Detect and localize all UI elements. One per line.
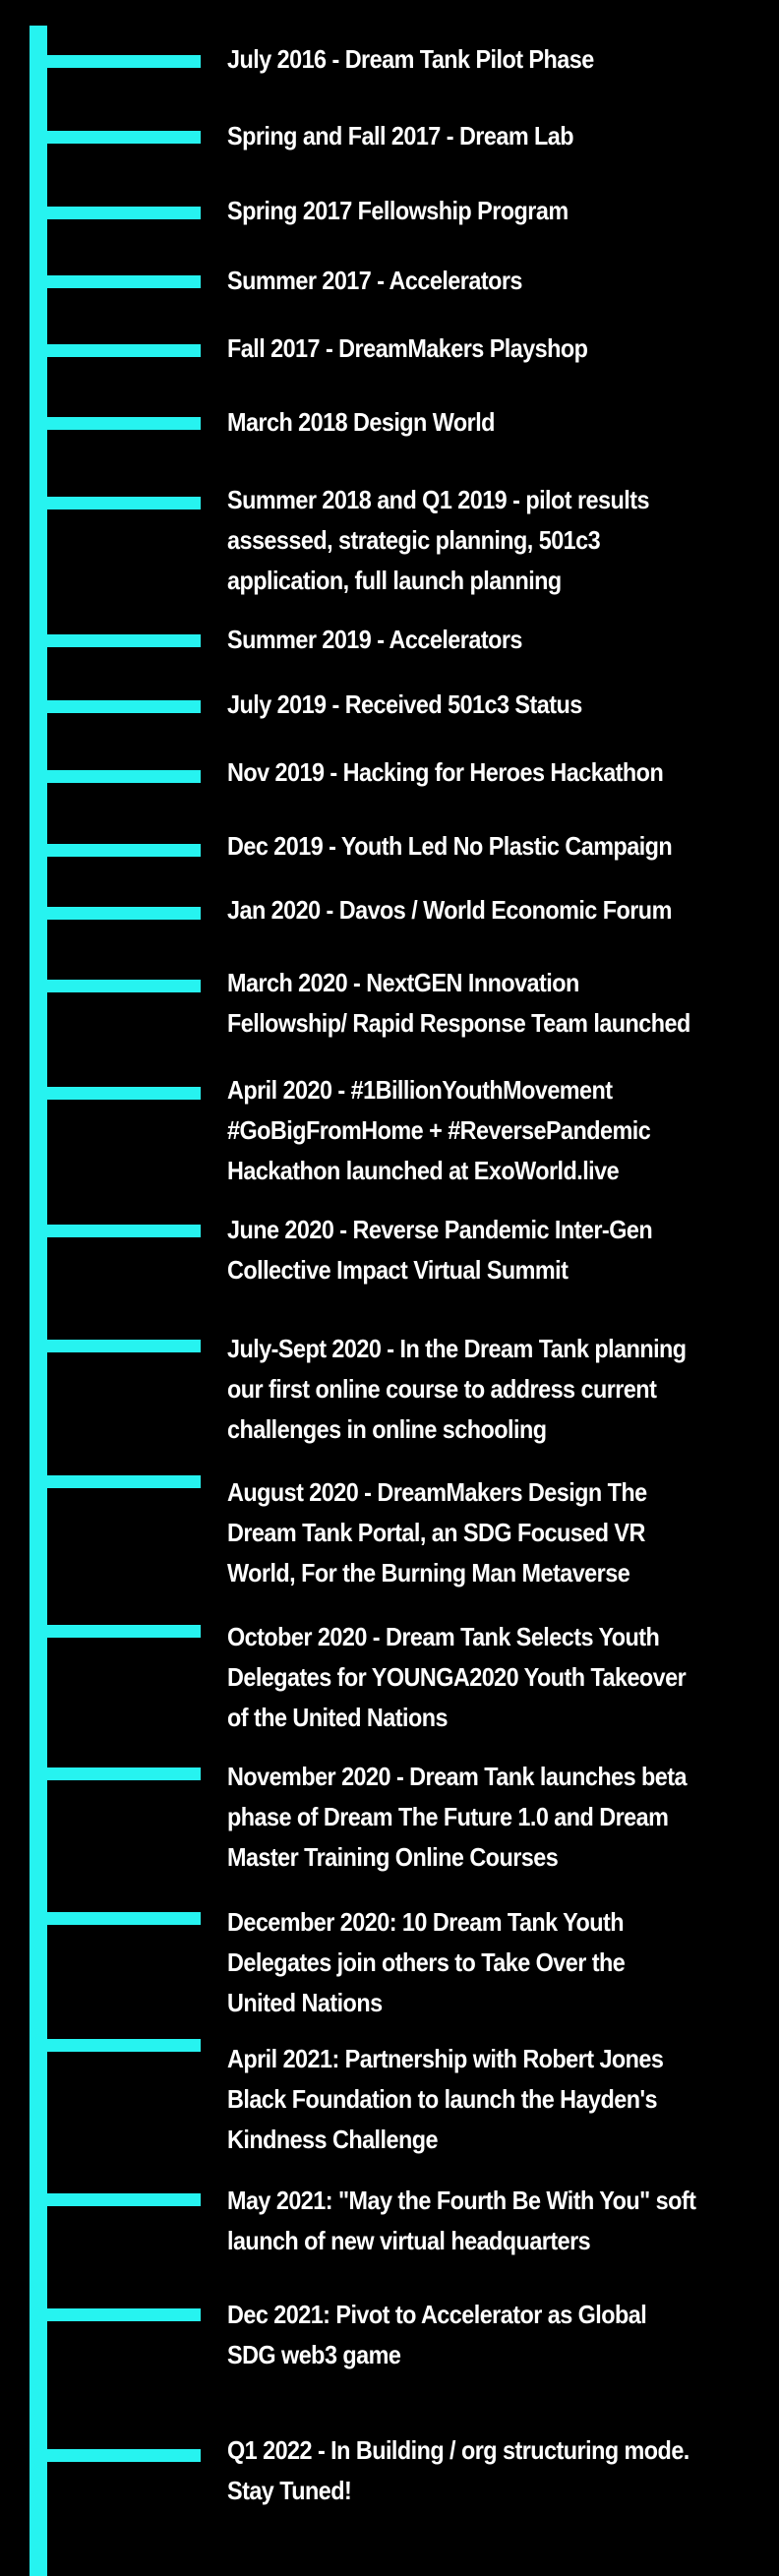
timeline-event: December 2020: 10 Dream Tank Youth Delegates join others to Take Over the United Nations [227,1907,626,2017]
timeline-event: Fall 2017 - DreamMakers Playshop [227,333,588,363]
timeline-event: July 2016 - Dream Tank Pilot Phase [227,44,594,74]
timeline-event: Dec 2019 - Youth Led No Plastic Campaign [227,831,673,861]
timeline-tick [43,1912,201,1925]
timeline-event: August 2020 - DreamMakers Design The Dream Tank Portal, an SDG Focused VR World, For the Burning Man Metaverse [227,1477,647,1588]
timeline-event: Summer 2017 - Accelerators [227,266,522,295]
timeline-tick [43,131,201,144]
timeline-event: Summer 2018 and Q1 2019 - pilot results assessed, strategic planning, 501c3 application, full launch planning [227,485,649,595]
timeline-tick [43,2449,201,2462]
timeline-event: March 2018 Design World [227,407,495,437]
timeline-event: Summer 2019 - Accelerators [227,625,522,654]
timeline-event: May 2021: "May the Fourth Be With You" soft launch of new virtual headquarters [227,2186,696,2255]
timeline-tick [43,980,201,992]
timeline-event: Nov 2019 - Hacking for Heroes Hackathon [227,757,664,787]
timeline-tick [43,2308,201,2321]
timeline-event: March 2020 - NextGEN Innovation Fellowship/ Rapid Response Team launched [227,968,690,1038]
timeline-event: July 2019 - Received 501c3 Status [227,689,582,719]
timeline-tick [43,844,201,857]
timeline-event: November 2020 - Dream Tank launches beta phase of Dream The Future 1.0 and Dream Master Training Online Courses [227,1762,687,1872]
timeline-tick [43,207,201,219]
timeline-tick [43,2193,201,2206]
timeline-tick [43,1225,201,1237]
timeline-event: Jan 2020 - Davos / World Economic Forum [227,895,672,925]
timeline-tick [43,700,201,713]
timeline-event: April 2021: Partnership with Robert Jones Black Foundation to launch the Hayden's Kindness Challenge [227,2044,664,2154]
timeline-event: April 2020 - #1BillionYouthMovement #GoBigFromHome + #ReversePandemic Hackathon launched at ExoWorld.live [227,1075,651,1185]
timeline-tick [43,770,201,783]
timeline-tick [43,1087,201,1100]
timeline-tick [43,1767,201,1780]
timeline-tick [43,907,201,920]
timeline-tick [43,344,201,357]
timeline-tick [43,1340,201,1352]
timeline-tick [43,634,201,647]
timeline-event: Spring and Fall 2017 - Dream Lab [227,121,574,150]
timeline-event: June 2020 - Reverse Pandemic Inter-Gen Collective Impact Virtual Summit [227,1215,653,1285]
timeline-tick [43,2039,201,2052]
timeline-tick [43,1625,201,1638]
timeline-tick [43,55,201,68]
timeline-tick [43,497,201,509]
timeline-tick [43,1475,201,1488]
timeline-event: July-Sept 2020 - In the Dream Tank planning our first online course to address current challenges in online schooling [227,1334,687,1444]
timeline-event: October 2020 - Dream Tank Selects Youth Delegates for YOUNGA2020 Youth Takeover of the United Nations [227,1622,687,1732]
timeline-event: Dec 2021: Pivot to Accelerator as Global SDG web3 game [227,2300,647,2369]
timeline-tick [43,417,201,430]
timeline-tick [43,275,201,288]
timeline-event: Spring 2017 Fellowship Program [227,196,569,225]
timeline-event: Q1 2022 - In Building / org structuring mode. Stay Tuned! [227,2435,689,2505]
